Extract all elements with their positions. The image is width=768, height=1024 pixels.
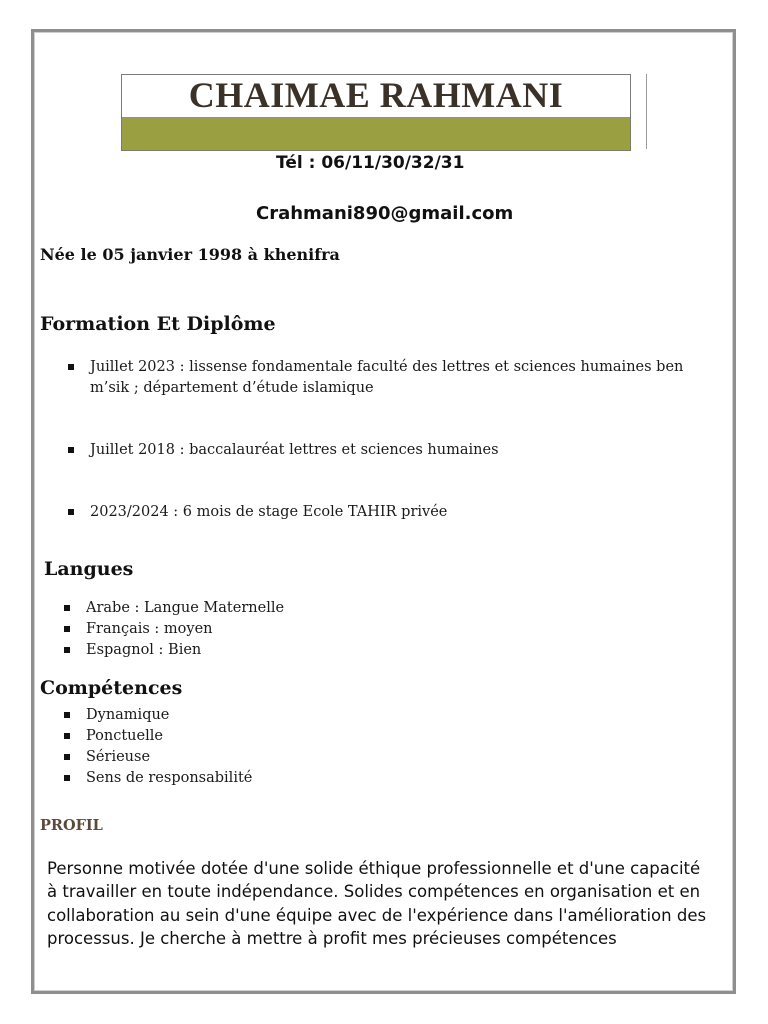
bullet-icon (64, 605, 70, 611)
bullet-icon (64, 647, 70, 653)
list-item (68, 502, 718, 523)
list-item (68, 357, 718, 399)
competence-item: Dynamique (86, 707, 170, 723)
list-item (64, 619, 664, 640)
list-item (64, 726, 664, 747)
langue-item: Espagnol : Bien (86, 642, 202, 658)
competence-item: Ponctuelle (86, 728, 163, 744)
profil-title: PROFIL (40, 817, 103, 834)
list-item (64, 598, 664, 619)
langues-title: Langues (44, 558, 134, 580)
bullet-icon (64, 712, 70, 718)
langue-item: Arabe : Langue Maternelle (86, 600, 285, 616)
bullet-icon (64, 733, 70, 739)
bullet-icon (64, 626, 70, 632)
list-item (64, 640, 664, 661)
bullet-icon (68, 364, 74, 370)
phone-number: Tél : 06/11/30/32/31 (276, 153, 465, 173)
list-item (64, 747, 664, 768)
formation-item: Juillet 2018 : baccalauréat lettres et sciences humaines (90, 442, 499, 458)
competences-title: Compétences (40, 677, 183, 699)
formation-item: Juillet 2023 : lissense fondamentale faculté des lettres et sciences humaines ben m’sik ; département d’étude islamique (90, 359, 684, 396)
competence-item: Sens de responsabilité (86, 770, 253, 786)
formation-item: 2023/2024 : 6 mois de stage Ecole TAHIR privée (90, 504, 448, 520)
langue-item: Français : moyen (86, 621, 213, 637)
name-header (121, 74, 631, 151)
bullet-icon (64, 775, 70, 781)
bullet-icon (64, 754, 70, 760)
profil-text: Personne motivée dotée d'une solide éthique professionnelle et d'une capacité à travailler en toute indépendance. Solides compétences en organisation et en collaboration au sein d'une équipe avec de l'expérience dans l'amélioration des processus. Je cherche à mettre à profit mes précieuses compétences (47, 859, 707, 948)
birth-info: Née le 05 janvier 1998 à khenifra (40, 245, 340, 264)
competence-item: Sérieuse (86, 749, 151, 765)
list-item (64, 705, 664, 726)
name-accent-band (122, 117, 630, 150)
formation-title: Formation Et Diplôme (40, 313, 276, 335)
header-side-rule (646, 74, 647, 149)
email-address: Crahmani890@gmail.com (256, 203, 514, 224)
bullet-icon (68, 509, 74, 515)
list-item (68, 440, 718, 461)
candidate-name: CHAIMAE RAHMANI (188, 75, 564, 115)
bullet-icon (68, 447, 74, 453)
list-item (64, 768, 664, 789)
